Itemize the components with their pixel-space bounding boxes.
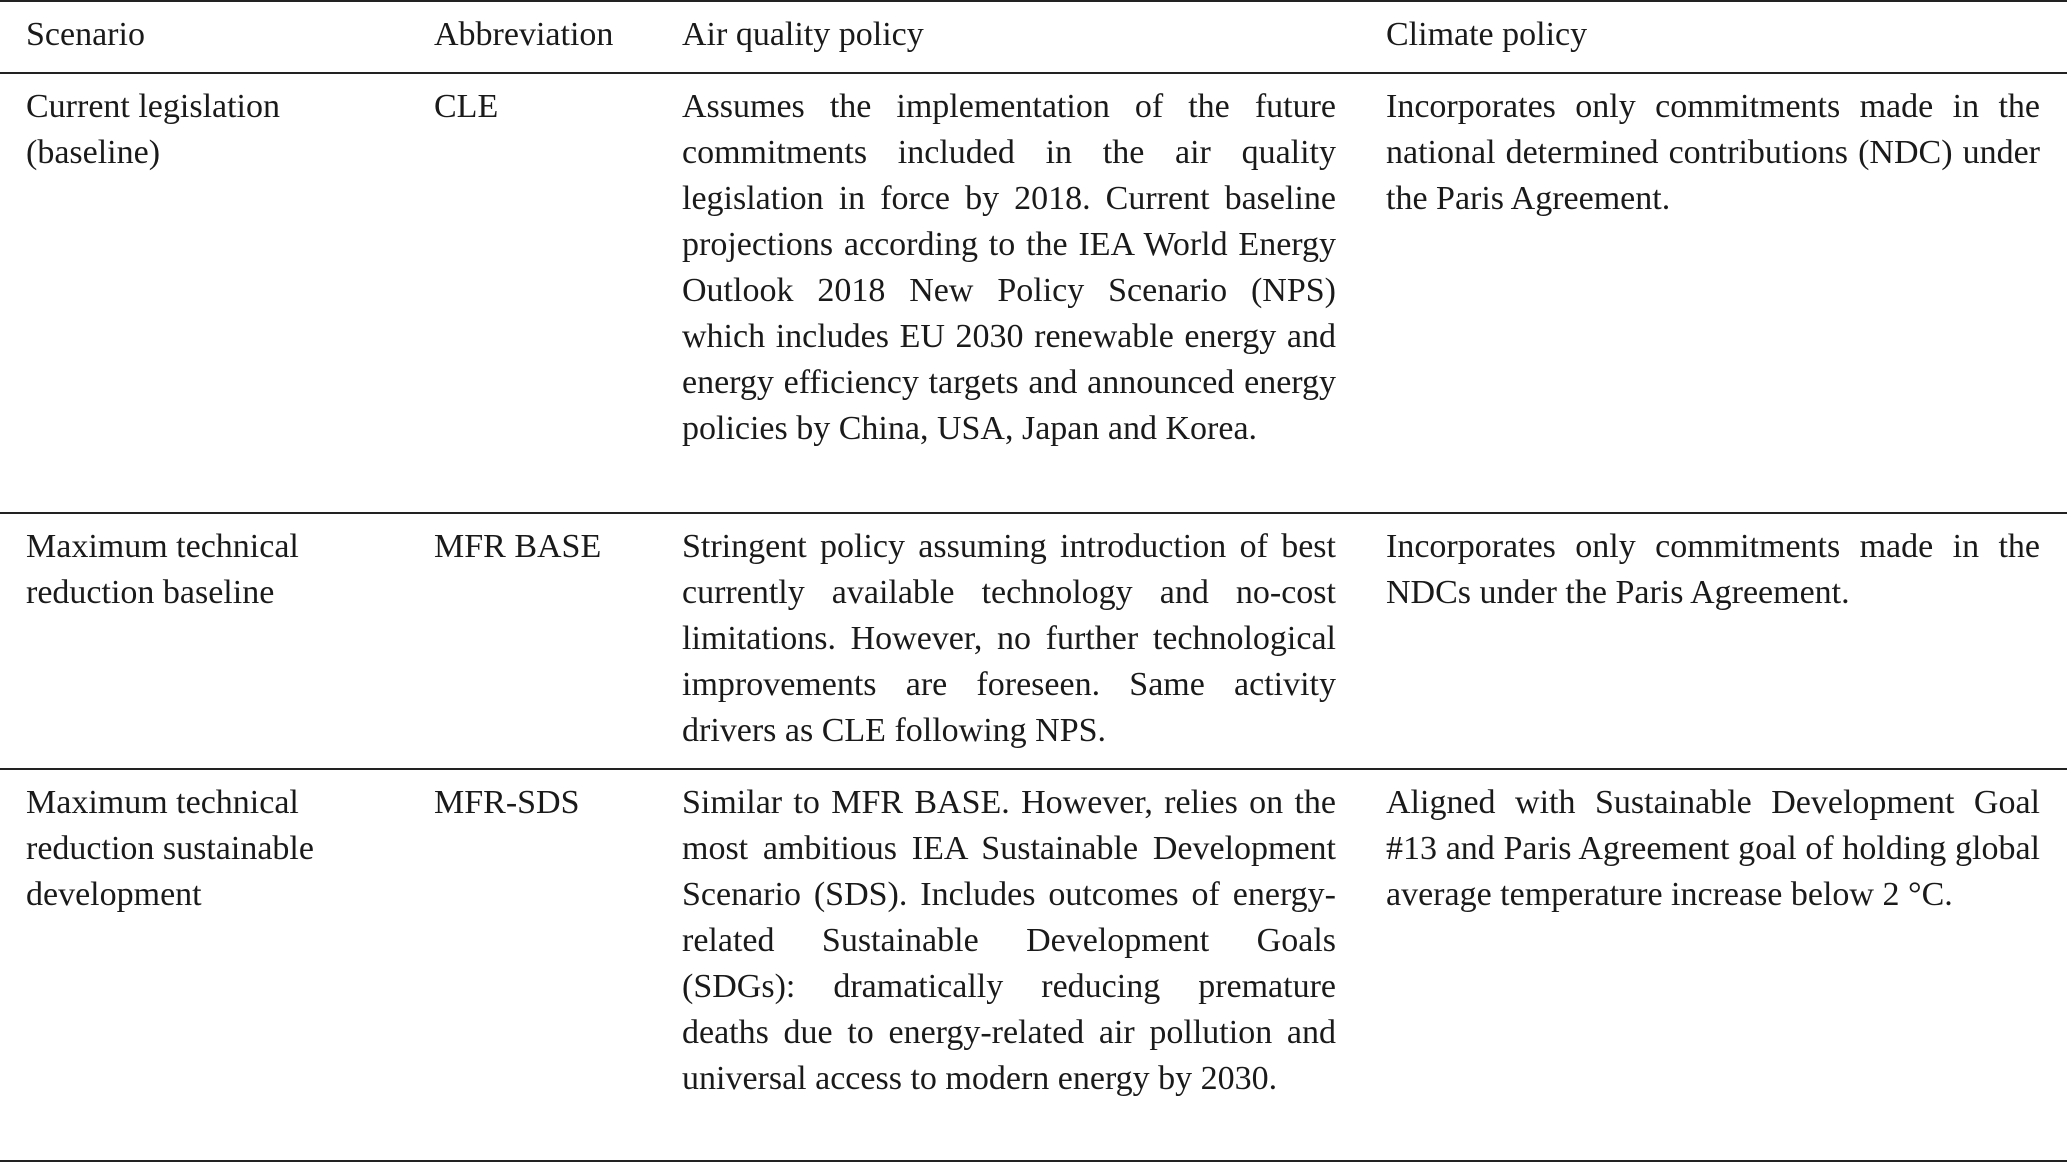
row-mfr-base-scenario: Maximum technical reduction baseline bbox=[26, 528, 299, 611]
row-cle-abbreviation: CLE bbox=[434, 88, 499, 125]
header-scenario: Scenario bbox=[26, 16, 145, 53]
header-abbreviation: Abbreviation bbox=[434, 16, 614, 53]
row-cle-air-quality-policy: Assumes the implementation of the future commitments included in the air quality legislation in force by 2018. Current baseline projections according to the IEA World Energy Outlook 2018 New Policy Scenario (NPS) which includes EU 2030 renewable energy and energy efficiency targets and announced energy policies by China, USA, Japan and Korea. bbox=[682, 88, 1336, 447]
row-mfr-base-abbreviation: MFR BASE bbox=[434, 528, 602, 565]
header-rule bbox=[0, 72, 2067, 74]
row-mfr-base-climate-policy: Incorporates only commitments made in the NDCs under the Paris Agreement. bbox=[1386, 528, 2040, 611]
table-top-rule bbox=[0, 0, 2067, 2]
row-mfr-sds-abbreviation: MFR-SDS bbox=[434, 784, 580, 821]
row-mfr-base-air-quality-policy: Stringent policy assuming introduction of best currently available technology and no-cost limitations. However, no further technological improvements are foreseen. Same activity drivers as CLE following NPS. bbox=[682, 528, 1336, 749]
row-rule-1 bbox=[0, 512, 2067, 514]
row-cle-scenario: Current legislation (baseline) bbox=[26, 88, 281, 171]
header-air-quality-policy: Air quality policy bbox=[682, 16, 924, 53]
row-mfr-sds-scenario: Maximum technical reduction sustainable development bbox=[26, 784, 314, 913]
row-rule-2 bbox=[0, 768, 2067, 770]
row-mfr-sds-air-quality-policy: Similar to MFR BASE. However, relies on the most ambitious IEA Sustainable Development Scenario (SDS). Includes outcomes of energy-related Sustainable Development Goals (SDGs): dramatically reducing premature deaths due to energy-related air pollution and universal access to modern energy by 2030. bbox=[682, 784, 1336, 1097]
row-cle-climate-policy: Incorporates only commitments made in the national determined contributions (NDC) under the Paris Agreement. bbox=[1386, 88, 2040, 217]
row-mfr-sds-climate-policy: Aligned with Sustainable Development Goal #13 and Paris Agreement goal of holding global average temperature increase below 2 °C. bbox=[1386, 784, 2040, 913]
table-bottom-rule bbox=[0, 1160, 2067, 1162]
header-climate-policy: Climate policy bbox=[1386, 16, 1588, 53]
